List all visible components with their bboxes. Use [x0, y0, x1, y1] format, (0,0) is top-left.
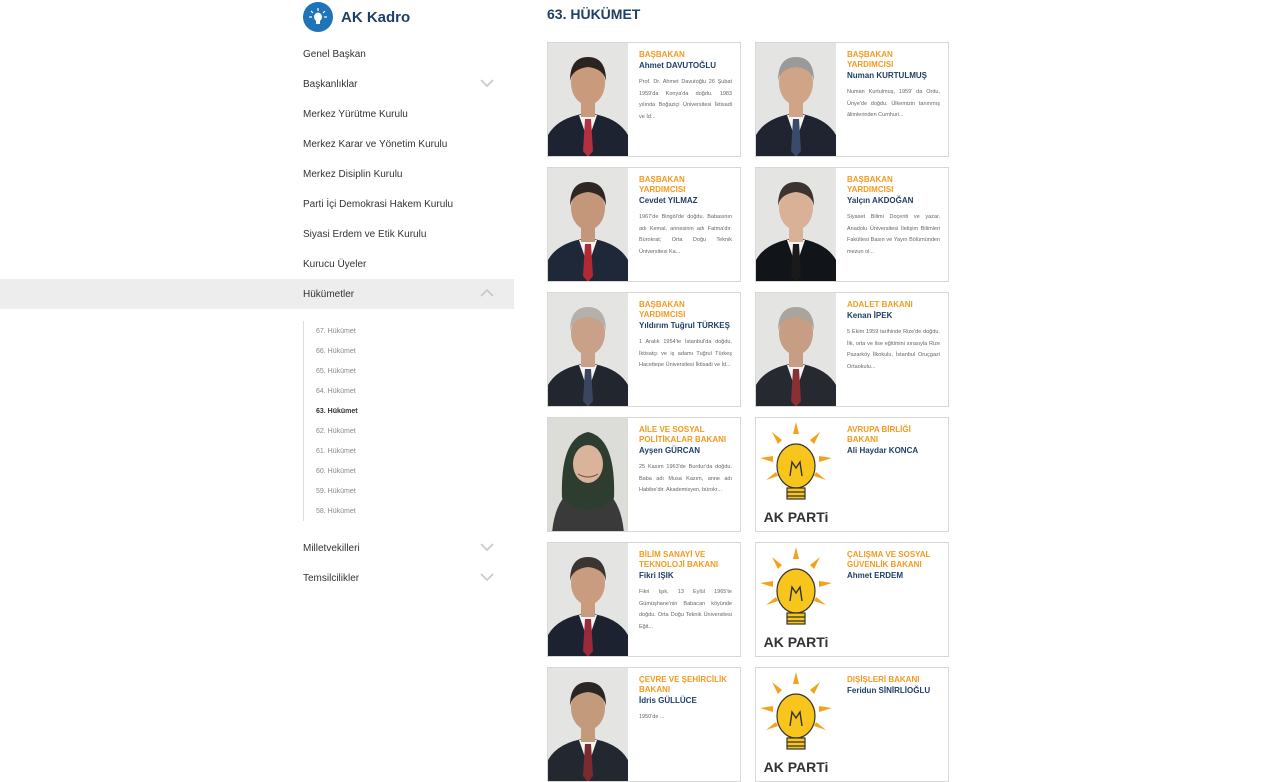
minister-name[interactable]: Ayşen GÜRCAN: [639, 446, 701, 455]
sidebar-item-merkez-yurutme-kurulu[interactable]: [0, 99, 514, 129]
portrait-photo: [548, 293, 628, 407]
minister-card[interactable]: [547, 292, 741, 407]
minister-card[interactable]: [547, 417, 741, 532]
minister-card[interactable]: [755, 292, 949, 407]
minister-role: BAŞBAKAN YARDIMCISI: [847, 50, 894, 69]
minister-card[interactable]: [755, 667, 949, 782]
portrait-photo: [548, 668, 628, 782]
minister-info: [847, 675, 940, 696]
minister-role: BİLİM SANAYİ VE TEKNOLOJİ BAKANI: [639, 550, 719, 569]
minister-photo[interactable]: [756, 168, 836, 282]
subnav-item-63-hukumet[interactable]: 63. Hükümet: [316, 407, 358, 415]
minister-info: [847, 550, 940, 581]
portrait-photo: [548, 418, 628, 532]
minister-name[interactable]: Kenan İPEK: [847, 311, 893, 320]
minister-photo[interactable]: [548, 418, 628, 532]
ak-parti-logo-text: AK PARTi: [763, 634, 829, 650]
sidebar-item-label: Siyasi Erdem ve Etik Kurulu: [303, 228, 427, 240]
sidebar-item-label: Temsilcilikler: [303, 572, 360, 584]
minister-role: ÇEVRE VE ŞEHİRCİLİK BAKANI: [639, 675, 728, 694]
subnav-item-65-hukumet[interactable]: 65. Hükümet: [316, 367, 356, 375]
minister-bio: 5 Ekim 1959 tarihinde Rize'de doğdu. İlk, orta ve lise eğitimini sırasıyla Rize Pazarköy İlkokulu, İstanbul Oruçgazi Ortaokulu...: [847, 329, 940, 370]
portrait-photo: [548, 168, 628, 282]
sidebar-item-label: Genel Başkan: [303, 48, 366, 60]
sidebar-item-siyasi-erdem-ve-etik-kurulu[interactable]: [0, 219, 514, 249]
minister-info: [639, 50, 732, 123]
subnav-item-66-hukumet[interactable]: 66. Hükümet: [316, 347, 356, 355]
minister-role: ADALET BAKANI: [847, 300, 913, 309]
minister-info: [639, 550, 732, 633]
subnav-item-62-hukumet[interactable]: 62. Hükümet: [316, 427, 356, 435]
minister-name[interactable]: Numan KURTULMUŞ: [847, 71, 927, 80]
ak-parti-logo-text: AK PARTi: [763, 759, 829, 775]
sidebar-nav-lower: [0, 533, 514, 593]
minister-name[interactable]: Cevdet YILMAZ: [639, 196, 698, 205]
minister-name[interactable]: Ahmet DAVUTOĞLU: [639, 61, 717, 70]
minister-card[interactable]: [547, 542, 741, 657]
ak-parti-logo-text: AK PARTi: [763, 509, 829, 525]
minister-info: [847, 300, 940, 373]
minister-card[interactable]: [547, 167, 741, 282]
minister-role: AİLE VE SOSYAL POLİTİKALAR BAKANI: [639, 425, 727, 444]
ak-party-logo-icon: [303, 2, 333, 32]
sidebar-item-baskanliklar[interactable]: [0, 69, 514, 99]
minister-info: [847, 175, 940, 258]
portrait-photo: [756, 43, 836, 157]
minister-photo[interactable]: [548, 168, 628, 282]
subnav-item-60-hukumet[interactable]: 60. Hükümet: [316, 467, 356, 475]
government-subnav: [303, 321, 504, 521]
minister-card[interactable]: [755, 542, 949, 657]
minister-photo[interactable]: [756, 293, 836, 407]
minister-bio: Numan Kurtulmuş, 1959' da Ordu, Ünye'de doğdu. Ülkemizin tanınmış âlimlerinden Cumhuri...: [847, 89, 940, 118]
sidebar-item-label: Merkez Disiplin Kurulu: [303, 168, 403, 180]
minister-role: BAŞBAKAN YARDIMCISI: [639, 300, 686, 319]
minister-name[interactable]: Ahmet ERDEM: [847, 571, 904, 580]
portrait-photo: [548, 543, 628, 657]
minister-photo[interactable]: [548, 293, 628, 407]
chevron-down-icon[interactable]: [480, 542, 494, 552]
minister-role: BAŞBAKAN: [639, 50, 685, 59]
ak-parti-logo-image: [756, 668, 836, 782]
minister-photo[interactable]: [756, 543, 836, 657]
minister-photo[interactable]: [548, 43, 628, 157]
minister-card[interactable]: [755, 167, 949, 282]
minister-bio: Prof. Dr. Ahmet Davutoğlu 26 Şubat 1959'da Konya'da doğdu. 1983 yılında Boğaziçi Üniversitesi İktisadi ve İd...: [639, 79, 732, 120]
minister-photo[interactable]: [548, 543, 628, 657]
minister-name[interactable]: Fikri IŞIK: [639, 571, 674, 580]
sidebar-nav: [0, 39, 514, 309]
sidebar-item-parti-i-ci-demokrasi-hakem-kurulu[interactable]: [0, 189, 514, 219]
subnav-item-64-hukumet[interactable]: 64. Hükümet: [316, 387, 356, 395]
ak-parti-logo-image: [756, 543, 836, 657]
minister-card[interactable]: [547, 667, 741, 782]
minister-role: BAŞBAKAN YARDIMCISI: [847, 175, 894, 194]
brand[interactable]: [303, 2, 410, 32]
minister-card[interactable]: [755, 417, 949, 532]
subnav-item-67-hukumet[interactable]: 67. Hükümet: [316, 327, 356, 335]
minister-name[interactable]: Ali Haydar KONCA: [847, 446, 919, 455]
minister-info: [639, 175, 732, 258]
minister-card[interactable]: [755, 42, 949, 157]
minister-info: [639, 675, 732, 724]
sidebar-item-label: Başkanlıklar: [303, 78, 358, 90]
minister-photo[interactable]: [756, 43, 836, 157]
sidebar-item-kurucu-uyeler[interactable]: [0, 249, 514, 279]
portrait-photo: [756, 168, 836, 282]
minister-bio: Siyaset Bilimi Doçenti ve yazar. Anadolu Üniversitesi İletişim Bilimleri Fakültesi Basın ve Yayın Bölümünden mezun ol...: [847, 214, 940, 255]
ak-parti-logo-image: [756, 418, 836, 532]
minister-photo[interactable]: [756, 418, 836, 532]
sidebar-item-label: Milletvekilleri: [303, 542, 360, 554]
minister-photo[interactable]: [548, 668, 628, 782]
minister-bio: 1950'de ...: [639, 714, 665, 720]
minister-info: [639, 300, 732, 372]
sidebar-item-hukumetler[interactable]: [0, 279, 514, 309]
minister-bio: 1967'de Bingöl'de doğdu. Babasının adı Kemal, annesinin adı Fatma'dır. Bürokrat; Orta Doğu Teknik Üniversitesi Ka...: [639, 214, 732, 255]
minister-card[interactable]: [547, 42, 741, 157]
minister-info: [847, 425, 940, 456]
minister-role: BAŞBAKAN YARDIMCISI: [639, 175, 686, 194]
portrait-photo: [756, 293, 836, 407]
minister-bio: 1 Aralık 1954'te İstanbul'da doğdu. İktisatçı ve iş adamı Tuğrul Türkeş Hacettepe Üniversitesi İktisadi ve İd...: [639, 339, 732, 368]
minister-bio: 25 Kasım 1963'de Burdur'da doğdu. Baba adı Musa Kazım, anne adı Habibe'dir. Akademisyen, bürokr...: [639, 464, 732, 493]
minister-name[interactable]: Feridun SİNİRLİOĞLU: [847, 686, 931, 695]
chevron-down-icon[interactable]: [480, 78, 494, 88]
minister-role: ÇALIŞMA VE SOSYAL GÜVENLİK BAKANI: [847, 550, 931, 569]
sidebar-item-label: Kurucu Üyeler: [303, 258, 367, 270]
subnav-item-59-hukumet[interactable]: 59. Hükümet: [316, 487, 356, 495]
subnav-item-58-hukumet[interactable]: 58. Hükümet: [316, 507, 356, 515]
minister-name[interactable]: İdris GÜLLÜCE: [639, 696, 697, 705]
sidebar-item-label: Merkez Yürütme Kurulu: [303, 108, 408, 120]
chevron-down-icon[interactable]: [480, 572, 494, 582]
sidebar-item-temsilcilikler[interactable]: [0, 563, 514, 593]
portrait-photo: [548, 43, 628, 157]
minister-name[interactable]: Yıldırım Tuğrul TÜRKEŞ: [639, 321, 730, 330]
sidebar-item-genel-baskan[interactable]: [0, 39, 514, 69]
minister-info: [639, 425, 732, 497]
minister-role: DIŞİŞLERİ BAKANI: [847, 675, 920, 684]
sidebar-item-milletvekilleri[interactable]: [0, 533, 514, 563]
minister-bio: Fikri Işık, 13 Eylül 1965'te Gümüşhane'nin Babacan köyünde doğdu. Orta Doğu Teknik Üniversitesi Eğit...: [639, 589, 732, 630]
minister-name[interactable]: Yalçın AKDOĞAN: [847, 196, 914, 205]
minister-info: [847, 50, 940, 122]
page-title: 63. HÜKÜMET: [547, 6, 641, 22]
sidebar-item-label: Parti İçi Demokrasi Hakem Kurulu: [303, 198, 454, 210]
sidebar-item-merkez-disiplin-kurulu[interactable]: [0, 159, 514, 189]
minister-photo[interactable]: [756, 668, 836, 782]
chevron-up-icon[interactable]: [480, 288, 494, 298]
subnav-item-61-hukumet[interactable]: 61. Hükümet: [316, 447, 356, 455]
sidebar-item-merkez-karar-ve-yonetim-kurulu[interactable]: [0, 129, 514, 159]
sidebar-item-label: Hükümetler: [303, 288, 355, 300]
sidebar-item-label: Merkez Karar ve Yönetim Kurulu: [303, 138, 448, 150]
brand-name: AK Kadro: [341, 8, 411, 26]
minister-role: AVRUPA BİRLİĞİ BAKANI: [847, 425, 911, 444]
